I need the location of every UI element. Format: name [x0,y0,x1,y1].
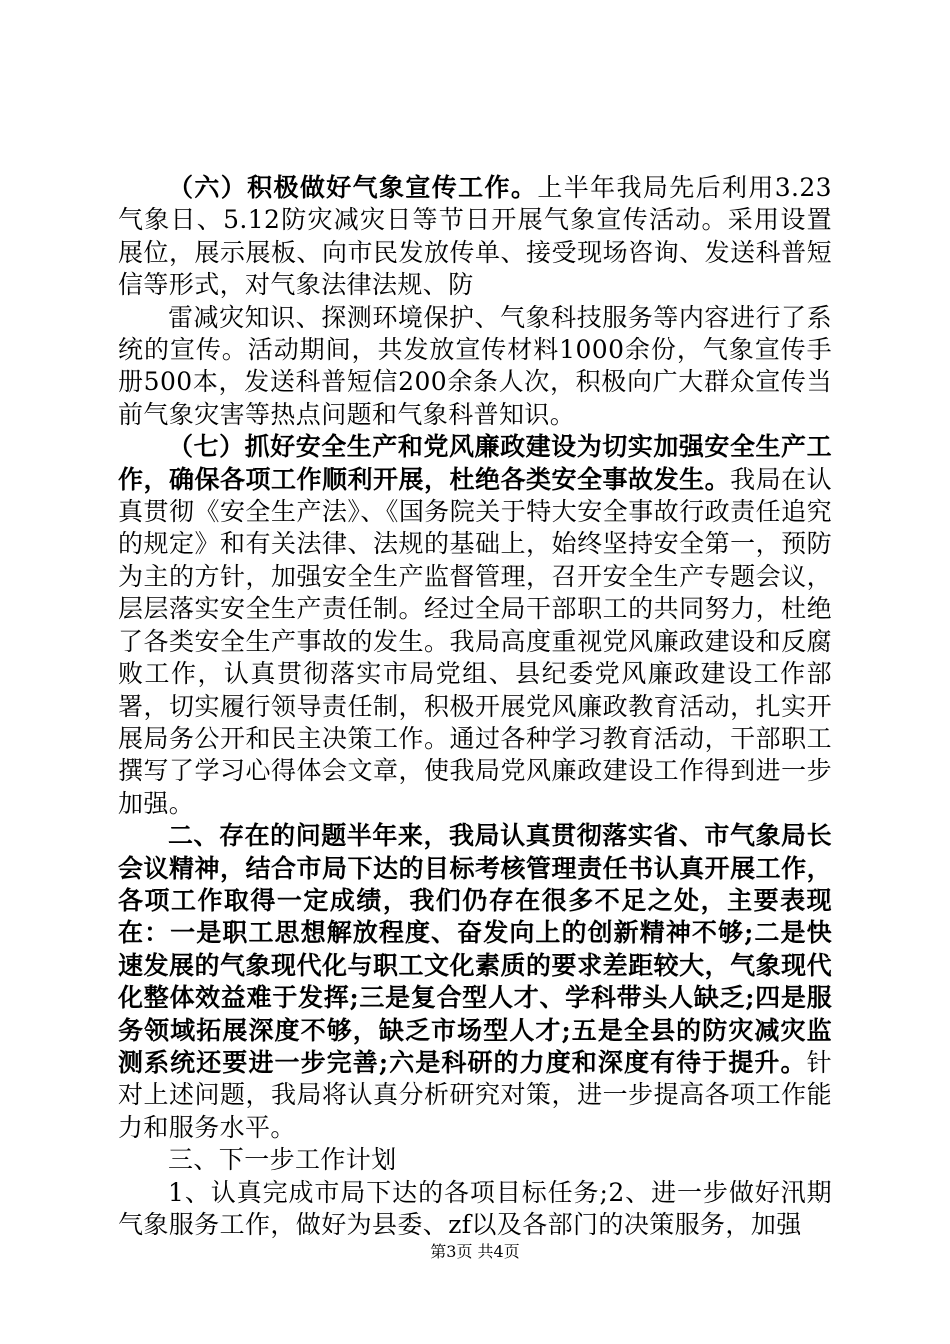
paragraph-text: 针对上述问题，我局将认真分析研究对策，进一步提高各项工作能力和服务水平。 [118,1047,832,1142]
paragraph-text: 上半年我局先后利用3.23气象日、5.12防灾减灾日等节日开展气象宣传活动。采用设置展位，展示展板、向市民发放传单、接受现场咨询、发送科普短信等形式，对气象法律法规、防 [118,173,832,300]
paragraph-text: 我局在认真贯彻《安全生产法》、《国务院关于特大安全事故行政责任追究的规定》和有关法律、法规的基础上，始终坚持安全第一，预防为主的方针，加强安全生产监督管理，召开安全生产专题会议，层层落实安全生产责任制。经过全局干部职工的共同努力，杜绝了各类安全生产事故的发生。我局高度重视党风廉政建设和反腐败工作，认真贯彻落实市局党组、县纪委党风廉政建设工作部署，切实履行领导责任制，积极开展党风廉政教育活动，扎实开展局务公开和民主决策工作。通过各种学习教育活动，干部职工撰写了学习心得体会文章，使我局党风廉政建设工作得到进一步加强。 [118,464,832,818]
paragraph-publicity-continued [118,302,832,432]
paragraph-safety-production [118,431,832,820]
page-number-footer: 第3页 共4页 [430,1242,520,1261]
paragraph-existing-problems [118,820,832,1144]
paragraph-heading: 二、存在的问题半年来，我局认真贯彻落实省、市气象局长会议精神，结合市局下达的目标考核管理责任书认真开展工作，各项工作取得一定成绩，我们仍存在很多不足之处，主要表现在：一是职工思想解放程度、奋发向上的创新精神不够;二是快速发展的气象现代化与职工文化素质的要求差距较大，气象现代化整体效益难于发挥;三是复合型人才、学科带头人缺乏;四是服务领域拓展深度不够，缺乏市场型人才;五是全县的防灾减灾监测系统还要进一步完善;六是科研的力度和深度有待于提升。 [118,821,832,1077]
paragraph-text: 三、下一步工作计划 [168,1145,397,1175]
paragraph-publicity-work [118,172,832,302]
document-body [118,172,832,1241]
paragraph-text: 雷减灾知识、探测环境保护、气象科技服务等内容进行了系统的宣传。活动期间，共发放宣传材料1000余份，气象宣传手册500本，发送科普短信200余条人次，积极向广大群众宣传当前气象灾害等热点问题和气象科普知识。 [118,302,832,429]
paragraph-heading: （七）抓好安全生产和党风廉政建设为切实加强安全生产工作，确保各项工作顺利开展，杜绝各类安全事故发生。 [118,432,832,494]
paragraph-plan-items [118,1177,832,1242]
paragraph-text: 1、认真完成市局下达的各项目标任务;2、进一步做好汛期气象服务工作，做好为县委、zf以及各部门的决策服务，加强 [118,1177,832,1239]
paragraph-heading: （六）积极做好气象宣传工作。 [168,173,538,202]
section-heading-next-plan [118,1144,832,1176]
